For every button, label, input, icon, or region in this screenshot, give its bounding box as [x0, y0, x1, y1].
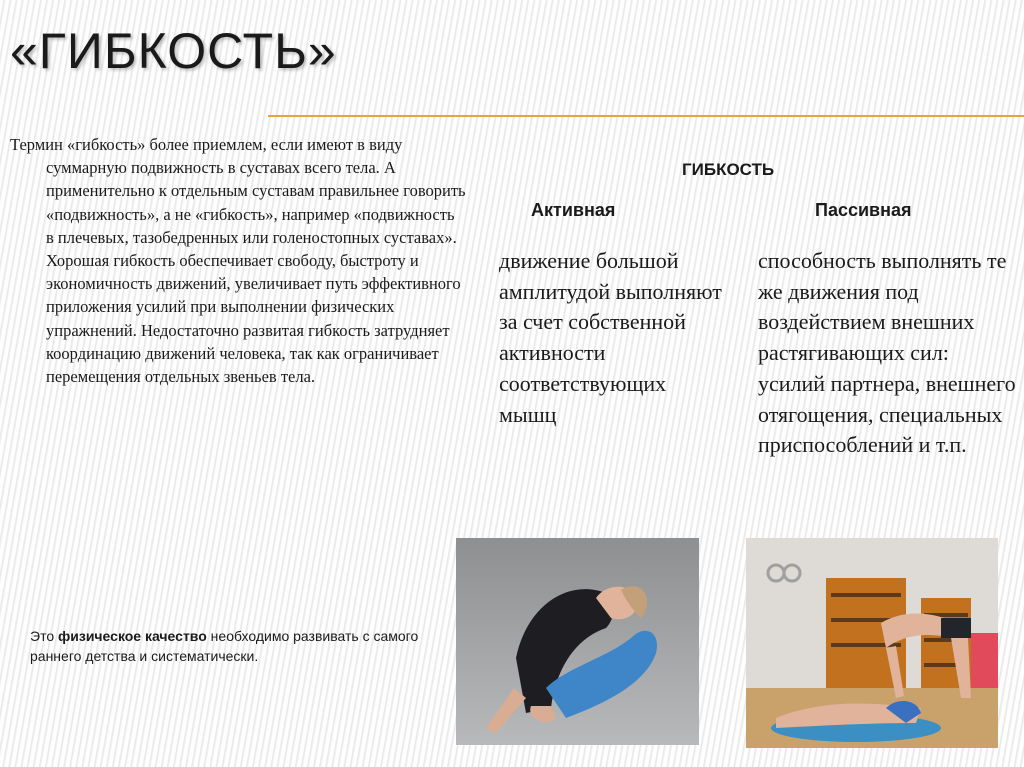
passive-flexibility-description: способность выполнять те же движения под воздействием внешних растягивающих сил: усилий партнера, внешнего отягощения, специальных приспособлений и т.п. — [758, 248, 1016, 458]
note-text-end: необходимо развивать с самого раннего детства и систематически. — [30, 628, 419, 664]
passive-stretch-photo — [746, 538, 998, 748]
active-flexibility-description: движение большой амплитудой выполняют за счет собственной активности соответствующих мышц — [499, 248, 722, 427]
active-flexibility-label: Активная — [531, 200, 616, 220]
intro-paragraph: Термин «гибкость» более приемлем, если имеют в виду суммарную подвижность в суставах всего тела. А применительно к отдельным суставам правильнее говорить «подвижность», а не «гибкость», например «подвижность в плечевых, тазобедренных или голеностопных суставах». Хорошая гибкость обеспечивает свободу, быстроту и экономичность движений, увеличивает путь эффективного приложения усилий при выполнении физических упражнений. Недостаточно развитая гибкость затрудняет координацию движений человека, так как ограничивает перемещения отдельных звеньев тела. — [10, 135, 466, 387]
note-text-start: Это — [30, 628, 58, 644]
flexibility-heading: ГИБКОСТЬ — [682, 160, 775, 179]
title-divider — [268, 115, 1024, 117]
note-paragraph — [30, 626, 420, 666]
page-title: «ГИБКОСТЬ» — [10, 23, 337, 79]
passive-flexibility-label: Пассивная — [815, 200, 912, 220]
note-emphasis: физическое качество — [58, 628, 207, 644]
active-stretch-photo — [456, 538, 699, 745]
